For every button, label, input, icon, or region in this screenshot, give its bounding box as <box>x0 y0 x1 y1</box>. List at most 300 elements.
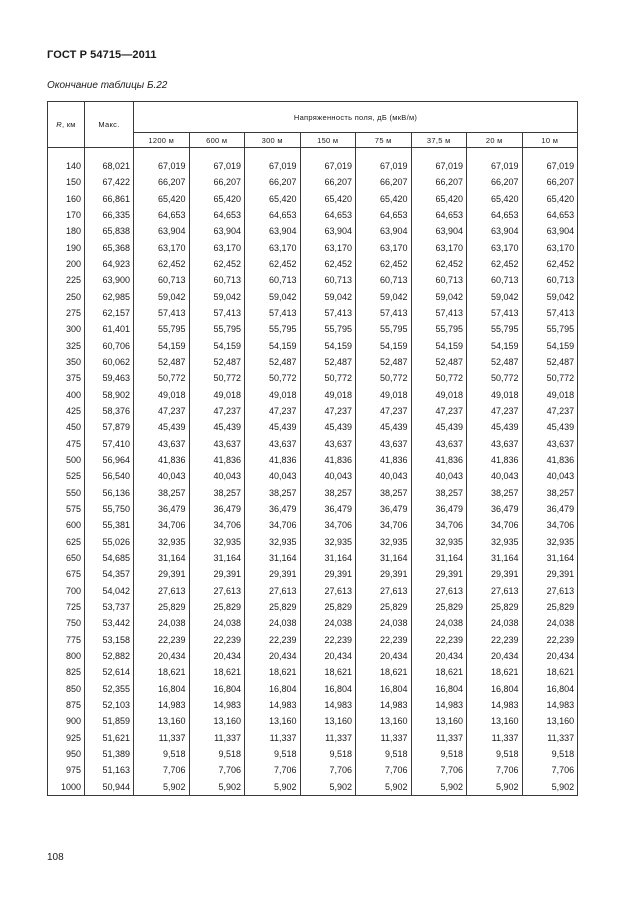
value-cell: 32,935 <box>189 534 245 550</box>
value-cell: 16,804 <box>356 681 412 697</box>
distance-cell: 475 <box>48 436 85 452</box>
value-cell: 45,439 <box>300 419 356 435</box>
max-cell: 68,021 <box>85 158 134 174</box>
value-cell: 11,337 <box>300 729 356 745</box>
distance-cell: 800 <box>48 648 85 664</box>
value-cell: 7,706 <box>411 762 467 778</box>
value-cell: 32,935 <box>411 534 467 550</box>
distance-cell: 140 <box>48 158 85 174</box>
value-cell: 50,772 <box>300 370 356 386</box>
value-cell: 7,706 <box>522 762 578 778</box>
value-cell: 52,487 <box>245 354 301 370</box>
value-cell: 38,257 <box>411 485 467 501</box>
table-row <box>48 174 578 190</box>
value-cell: 60,713 <box>245 272 301 288</box>
header-distance: R, км <box>48 102 85 148</box>
table-body <box>48 158 578 795</box>
value-cell: 22,239 <box>300 632 356 648</box>
value-cell: 55,795 <box>467 321 523 337</box>
value-cell: 49,018 <box>411 387 467 403</box>
value-cell: 9,518 <box>134 746 190 762</box>
value-cell: 34,706 <box>189 517 245 533</box>
value-cell: 45,439 <box>522 419 578 435</box>
value-cell: 14,983 <box>411 697 467 713</box>
distance-cell: 425 <box>48 403 85 419</box>
value-cell: 63,170 <box>356 240 412 256</box>
value-cell: 5,902 <box>356 778 412 795</box>
value-cell: 18,621 <box>356 664 412 680</box>
value-cell: 9,518 <box>467 746 523 762</box>
value-cell: 29,391 <box>356 566 412 582</box>
value-cell: 52,487 <box>189 354 245 370</box>
value-cell: 11,337 <box>245 729 301 745</box>
value-cell: 41,836 <box>411 452 467 468</box>
value-cell: 54,159 <box>189 338 245 354</box>
value-cell: 40,043 <box>300 468 356 484</box>
value-cell: 62,452 <box>245 256 301 272</box>
distance-cell: 725 <box>48 599 85 615</box>
value-cell: 67,019 <box>245 158 301 174</box>
max-cell: 54,042 <box>85 583 134 599</box>
value-cell: 62,452 <box>189 256 245 272</box>
distance-cell: 350 <box>48 354 85 370</box>
table-row <box>48 452 578 468</box>
value-cell: 29,391 <box>189 566 245 582</box>
value-cell: 13,160 <box>467 713 523 729</box>
value-cell: 54,159 <box>522 338 578 354</box>
value-cell: 41,836 <box>189 452 245 468</box>
value-cell: 24,038 <box>134 615 190 631</box>
value-cell: 54,159 <box>411 338 467 354</box>
table-row <box>48 256 578 272</box>
value-cell: 63,904 <box>134 223 190 239</box>
value-cell: 65,420 <box>134 191 190 207</box>
value-cell: 32,935 <box>134 534 190 550</box>
value-cell: 59,042 <box>467 289 523 305</box>
value-cell: 41,836 <box>300 452 356 468</box>
value-cell: 47,237 <box>356 403 412 419</box>
table-row <box>48 762 578 778</box>
value-cell: 47,237 <box>245 403 301 419</box>
value-cell: 47,237 <box>411 403 467 419</box>
distance-cell: 625 <box>48 534 85 550</box>
value-cell: 34,706 <box>245 517 301 533</box>
value-cell: 41,836 <box>356 452 412 468</box>
value-cell: 34,706 <box>411 517 467 533</box>
value-cell: 50,772 <box>411 370 467 386</box>
value-cell: 14,983 <box>189 697 245 713</box>
value-cell: 55,795 <box>245 321 301 337</box>
distance-cell: 400 <box>48 387 85 403</box>
value-cell: 27,613 <box>300 583 356 599</box>
table-row <box>48 664 578 680</box>
value-cell: 57,413 <box>467 305 523 321</box>
value-cell: 22,239 <box>134 632 190 648</box>
max-cell: 52,882 <box>85 648 134 664</box>
value-cell: 62,452 <box>522 256 578 272</box>
value-cell: 36,479 <box>134 501 190 517</box>
value-cell: 45,439 <box>356 419 412 435</box>
max-cell: 65,838 <box>85 223 134 239</box>
distance-cell: 375 <box>48 370 85 386</box>
value-cell: 66,207 <box>300 174 356 190</box>
value-cell: 57,413 <box>356 305 412 321</box>
value-cell: 47,237 <box>467 403 523 419</box>
table-row <box>48 550 578 566</box>
value-cell: 57,413 <box>189 305 245 321</box>
value-cell: 13,160 <box>300 713 356 729</box>
table-row <box>48 370 578 386</box>
value-cell: 18,621 <box>245 664 301 680</box>
value-cell: 7,706 <box>467 762 523 778</box>
max-cell: 56,540 <box>85 468 134 484</box>
value-cell: 20,434 <box>522 648 578 664</box>
value-cell: 29,391 <box>134 566 190 582</box>
value-cell: 38,257 <box>300 485 356 501</box>
value-cell: 32,935 <box>300 534 356 550</box>
value-cell: 55,795 <box>300 321 356 337</box>
value-cell: 9,518 <box>522 746 578 762</box>
value-cell: 27,613 <box>411 583 467 599</box>
value-cell: 13,160 <box>134 713 190 729</box>
value-cell: 60,713 <box>411 272 467 288</box>
value-cell: 7,706 <box>245 762 301 778</box>
value-cell: 49,018 <box>300 387 356 403</box>
distance-cell: 200 <box>48 256 85 272</box>
value-cell: 64,653 <box>245 207 301 223</box>
value-cell: 57,413 <box>245 305 301 321</box>
value-cell: 64,653 <box>300 207 356 223</box>
value-cell: 64,653 <box>467 207 523 223</box>
value-cell: 18,621 <box>467 664 523 680</box>
value-cell: 22,239 <box>356 632 412 648</box>
sub-header-cell: 150 м <box>300 133 356 148</box>
value-cell: 63,904 <box>356 223 412 239</box>
table-row <box>48 468 578 484</box>
distance-cell: 600 <box>48 517 85 533</box>
value-cell: 47,237 <box>522 403 578 419</box>
value-cell: 20,434 <box>134 648 190 664</box>
max-cell: 52,614 <box>85 664 134 680</box>
value-cell: 16,804 <box>467 681 523 697</box>
max-cell: 54,357 <box>85 566 134 582</box>
table-row <box>48 191 578 207</box>
table-row <box>48 599 578 615</box>
table-row <box>48 632 578 648</box>
value-cell: 50,772 <box>134 370 190 386</box>
sub-header-cell: 10 м <box>522 133 578 148</box>
max-cell: 51,389 <box>85 746 134 762</box>
value-cell: 65,420 <box>411 191 467 207</box>
value-cell: 64,653 <box>189 207 245 223</box>
value-cell: 32,935 <box>522 534 578 550</box>
value-cell: 24,038 <box>300 615 356 631</box>
value-cell: 45,439 <box>134 419 190 435</box>
value-cell: 65,420 <box>356 191 412 207</box>
distance-cell: 925 <box>48 729 85 745</box>
value-cell: 63,904 <box>467 223 523 239</box>
value-cell: 57,413 <box>411 305 467 321</box>
value-cell: 7,706 <box>189 762 245 778</box>
distance-cell: 1000 <box>48 778 85 795</box>
value-cell: 16,804 <box>189 681 245 697</box>
value-cell: 63,904 <box>522 223 578 239</box>
value-cell: 54,159 <box>467 338 523 354</box>
value-cell: 20,434 <box>189 648 245 664</box>
max-cell: 66,335 <box>85 207 134 223</box>
table-row <box>48 485 578 501</box>
value-cell: 25,829 <box>411 599 467 615</box>
value-cell: 31,164 <box>189 550 245 566</box>
table-row <box>48 354 578 370</box>
value-cell: 11,337 <box>411 729 467 745</box>
table-row <box>48 387 578 403</box>
max-cell: 50,944 <box>85 778 134 795</box>
distance-cell: 190 <box>48 240 85 256</box>
value-cell: 54,159 <box>245 338 301 354</box>
value-cell: 5,902 <box>189 778 245 795</box>
value-cell: 25,829 <box>189 599 245 615</box>
distance-cell: 160 <box>48 191 85 207</box>
value-cell: 36,479 <box>300 501 356 517</box>
value-cell: 24,038 <box>522 615 578 631</box>
value-cell: 11,337 <box>134 729 190 745</box>
value-cell: 49,018 <box>522 387 578 403</box>
value-cell: 16,804 <box>411 681 467 697</box>
max-cell: 61,401 <box>85 321 134 337</box>
distance-cell: 450 <box>48 419 85 435</box>
max-cell: 53,737 <box>85 599 134 615</box>
value-cell: 32,935 <box>356 534 412 550</box>
distance-cell: 275 <box>48 305 85 321</box>
table-row <box>48 338 578 354</box>
max-cell: 66,861 <box>85 191 134 207</box>
value-cell: 5,902 <box>245 778 301 795</box>
value-cell: 14,983 <box>300 697 356 713</box>
table-row <box>48 681 578 697</box>
table-row <box>48 778 578 795</box>
value-cell: 62,452 <box>411 256 467 272</box>
value-cell: 27,613 <box>522 583 578 599</box>
value-cell: 9,518 <box>411 746 467 762</box>
value-cell: 25,829 <box>300 599 356 615</box>
distance-cell: 150 <box>48 174 85 190</box>
value-cell: 9,518 <box>300 746 356 762</box>
value-cell: 41,836 <box>467 452 523 468</box>
value-cell: 63,904 <box>411 223 467 239</box>
value-cell: 29,391 <box>411 566 467 582</box>
value-cell: 60,713 <box>467 272 523 288</box>
value-cell: 36,479 <box>189 501 245 517</box>
value-cell: 52,487 <box>411 354 467 370</box>
value-cell: 40,043 <box>522 468 578 484</box>
value-cell: 65,420 <box>245 191 301 207</box>
max-cell: 53,442 <box>85 615 134 631</box>
value-cell: 41,836 <box>522 452 578 468</box>
value-cell: 34,706 <box>356 517 412 533</box>
value-cell: 29,391 <box>300 566 356 582</box>
value-cell: 7,706 <box>356 762 412 778</box>
value-cell: 66,207 <box>189 174 245 190</box>
max-cell: 55,026 <box>85 534 134 550</box>
value-cell: 13,160 <box>356 713 412 729</box>
value-cell: 66,207 <box>522 174 578 190</box>
max-cell: 63,900 <box>85 272 134 288</box>
value-cell: 49,018 <box>245 387 301 403</box>
value-cell: 14,983 <box>356 697 412 713</box>
value-cell: 66,207 <box>245 174 301 190</box>
value-cell: 20,434 <box>356 648 412 664</box>
max-cell: 57,879 <box>85 419 134 435</box>
value-cell: 13,160 <box>245 713 301 729</box>
value-cell: 7,706 <box>134 762 190 778</box>
value-cell: 65,420 <box>189 191 245 207</box>
value-cell: 55,795 <box>189 321 245 337</box>
distance-cell: 500 <box>48 452 85 468</box>
table-row <box>48 419 578 435</box>
value-cell: 38,257 <box>356 485 412 501</box>
distance-cell: 180 <box>48 223 85 239</box>
value-cell: 29,391 <box>467 566 523 582</box>
distance-cell: 900 <box>48 713 85 729</box>
distance-cell: 550 <box>48 485 85 501</box>
value-cell: 22,239 <box>245 632 301 648</box>
value-cell: 55,795 <box>522 321 578 337</box>
distance-cell: 675 <box>48 566 85 582</box>
value-cell: 57,413 <box>134 305 190 321</box>
header-field-strength: Напряженность поля, дБ (мкВ/м) <box>134 102 578 133</box>
max-cell: 64,923 <box>85 256 134 272</box>
value-cell: 14,983 <box>522 697 578 713</box>
value-cell: 52,487 <box>134 354 190 370</box>
value-cell: 25,829 <box>134 599 190 615</box>
max-cell: 62,157 <box>85 305 134 321</box>
value-cell: 50,772 <box>522 370 578 386</box>
value-cell: 24,038 <box>245 615 301 631</box>
value-cell: 63,170 <box>134 240 190 256</box>
table-row <box>48 223 578 239</box>
distance-cell: 875 <box>48 697 85 713</box>
table-caption: Окончание таблицы Б.22 <box>47 80 168 91</box>
value-cell: 50,772 <box>467 370 523 386</box>
value-cell: 5,902 <box>467 778 523 795</box>
value-cell: 60,713 <box>356 272 412 288</box>
max-cell: 57,410 <box>85 436 134 452</box>
distance-cell: 650 <box>48 550 85 566</box>
max-cell: 56,136 <box>85 485 134 501</box>
value-cell: 36,479 <box>522 501 578 517</box>
value-cell: 29,391 <box>522 566 578 582</box>
distance-cell: 850 <box>48 681 85 697</box>
value-cell: 50,772 <box>189 370 245 386</box>
value-cell: 65,420 <box>467 191 523 207</box>
sub-header-cell: 20 м <box>467 133 523 148</box>
value-cell: 27,613 <box>467 583 523 599</box>
value-cell: 55,795 <box>356 321 412 337</box>
value-cell: 14,983 <box>245 697 301 713</box>
value-cell: 47,237 <box>300 403 356 419</box>
value-cell: 40,043 <box>356 468 412 484</box>
value-cell: 55,795 <box>411 321 467 337</box>
value-cell: 11,337 <box>467 729 523 745</box>
max-cell: 55,750 <box>85 501 134 517</box>
value-cell: 20,434 <box>411 648 467 664</box>
value-cell: 49,018 <box>134 387 190 403</box>
value-cell: 18,621 <box>522 664 578 680</box>
value-cell: 5,902 <box>300 778 356 795</box>
value-cell: 49,018 <box>356 387 412 403</box>
distance-cell: 325 <box>48 338 85 354</box>
max-cell: 56,964 <box>85 452 134 468</box>
value-cell: 22,239 <box>522 632 578 648</box>
table-row <box>48 321 578 337</box>
sub-header-cell: 300 м <box>245 133 301 148</box>
table-row <box>48 746 578 762</box>
value-cell: 22,239 <box>189 632 245 648</box>
distance-cell: 170 <box>48 207 85 223</box>
value-cell: 54,159 <box>356 338 412 354</box>
value-cell: 43,637 <box>467 436 523 452</box>
table-row <box>48 158 578 174</box>
sub-header-cell: 1200 м <box>134 133 190 148</box>
value-cell: 63,170 <box>245 240 301 256</box>
distance-cell: 825 <box>48 664 85 680</box>
value-cell: 43,637 <box>245 436 301 452</box>
value-cell: 62,452 <box>356 256 412 272</box>
value-cell: 67,019 <box>189 158 245 174</box>
table-row <box>48 566 578 582</box>
value-cell: 63,170 <box>411 240 467 256</box>
distance-cell: 750 <box>48 615 85 631</box>
max-cell: 67,422 <box>85 174 134 190</box>
value-cell: 62,452 <box>134 256 190 272</box>
value-cell: 32,935 <box>467 534 523 550</box>
value-cell: 62,452 <box>467 256 523 272</box>
max-cell: 51,621 <box>85 729 134 745</box>
table-row <box>48 501 578 517</box>
value-cell: 63,170 <box>467 240 523 256</box>
value-cell: 40,043 <box>134 468 190 484</box>
value-cell: 67,019 <box>522 158 578 174</box>
value-cell: 16,804 <box>134 681 190 697</box>
value-cell: 52,487 <box>300 354 356 370</box>
value-cell: 57,413 <box>300 305 356 321</box>
value-cell: 36,479 <box>356 501 412 517</box>
value-cell: 14,983 <box>467 697 523 713</box>
value-cell: 59,042 <box>356 289 412 305</box>
sub-header-cell: 600 м <box>189 133 245 148</box>
value-cell: 11,337 <box>189 729 245 745</box>
value-cell: 25,829 <box>245 599 301 615</box>
table-row <box>48 534 578 550</box>
max-cell: 51,163 <box>85 762 134 778</box>
value-cell: 13,160 <box>411 713 467 729</box>
value-cell: 60,713 <box>189 272 245 288</box>
value-cell: 34,706 <box>522 517 578 533</box>
value-cell: 32,935 <box>245 534 301 550</box>
value-cell: 41,836 <box>245 452 301 468</box>
value-cell: 54,159 <box>300 338 356 354</box>
value-cell: 36,479 <box>245 501 301 517</box>
value-cell: 63,170 <box>189 240 245 256</box>
value-cell: 67,019 <box>411 158 467 174</box>
value-cell: 27,613 <box>134 583 190 599</box>
value-cell: 40,043 <box>411 468 467 484</box>
value-cell: 11,337 <box>522 729 578 745</box>
value-cell: 43,637 <box>189 436 245 452</box>
value-cell: 31,164 <box>356 550 412 566</box>
value-cell: 18,621 <box>134 664 190 680</box>
